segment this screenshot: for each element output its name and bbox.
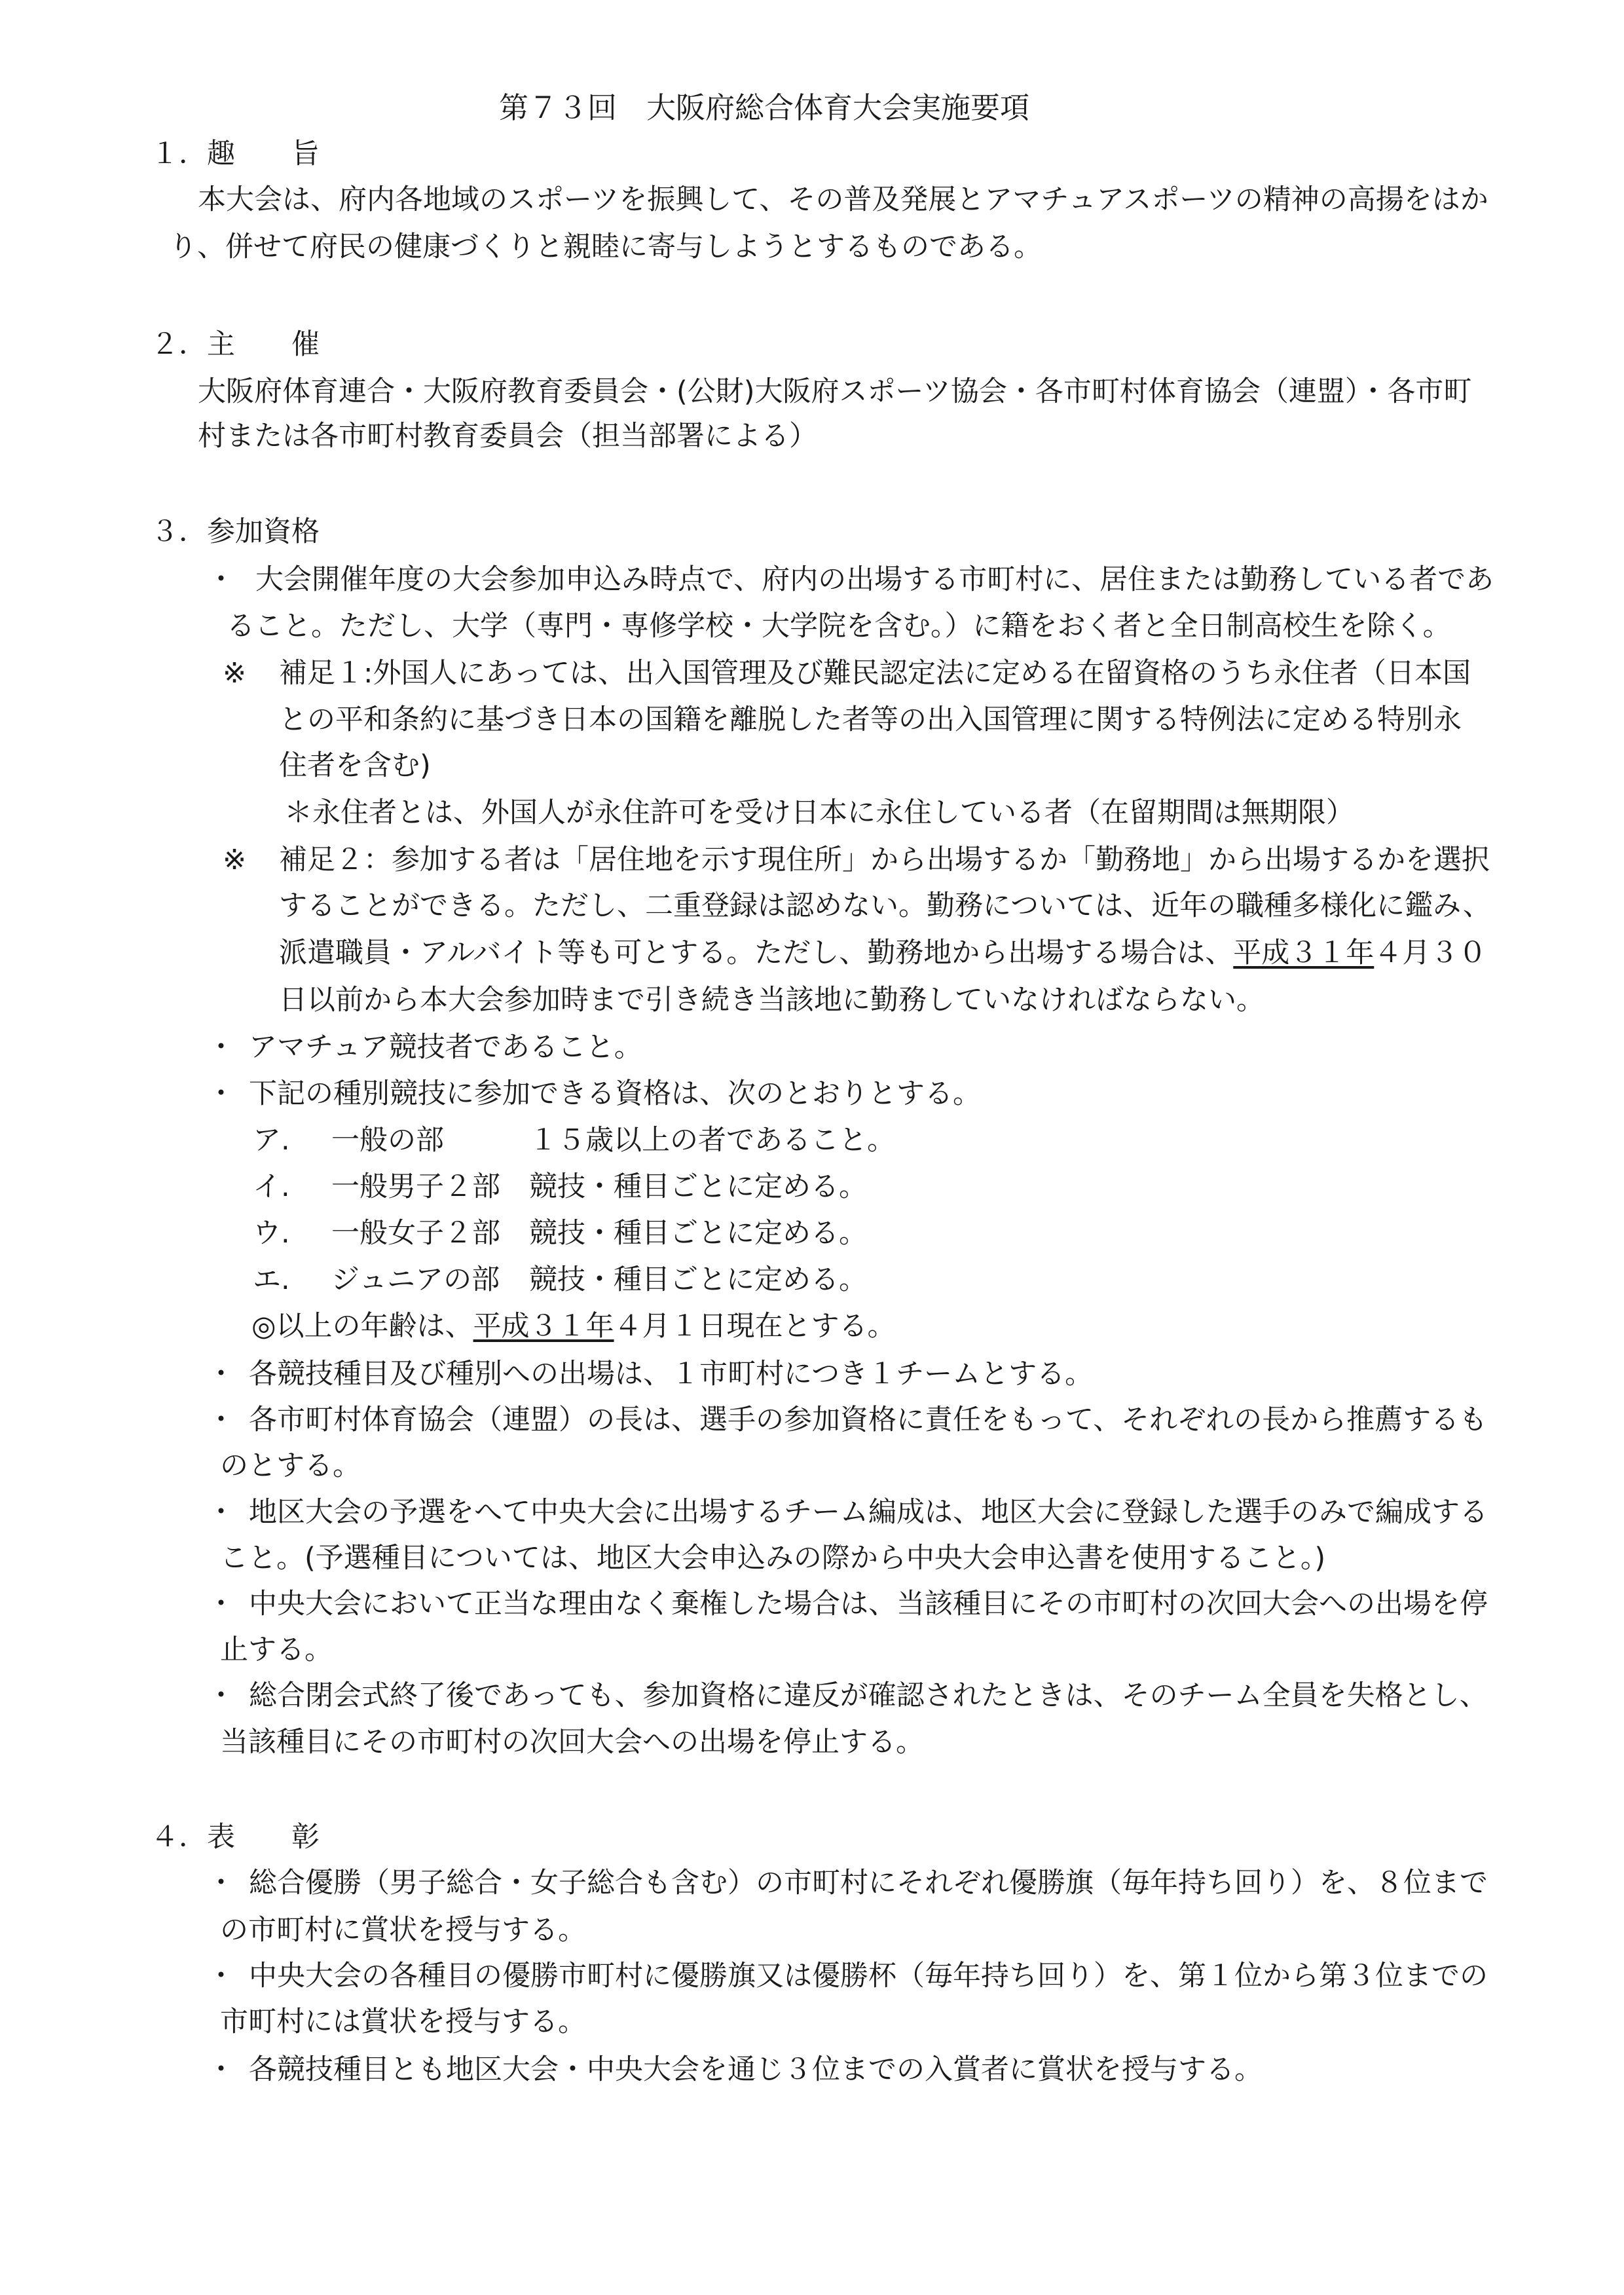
- eligibility-item-5-line-1: 各市町村体育協会（連盟）の長は、選手の参加資格に責任をもって、それぞれの長から推薦するも: [249, 1404, 1488, 1436]
- eligibility-item-8-line-1: 総合閉会式終了後であっても、参加資格に違反が確認されたときは、そのチーム全員を失格とし、: [249, 1679, 1488, 1712]
- award-item-1-line-2: の市町村に賞状を授与する。: [220, 1914, 586, 1947]
- bullet-mark: ・: [207, 2053, 235, 2086]
- bullet-mark: ・: [207, 1679, 235, 1712]
- age-basis-note: [251, 1310, 896, 1343]
- age-basis-date: ４月１日現在とする。: [614, 1310, 896, 1343]
- bullet-mark: ・: [207, 1358, 235, 1390]
- eligibility-item-5-line-2: のとする。: [220, 1449, 361, 1482]
- eligibility-item-1-line-2: ること。ただし、大学（専門・専修学校・大学院を含む。）に籍をおく者と全日制高校生を除く。: [227, 610, 1451, 643]
- division-mark: エ.: [253, 1263, 290, 1296]
- section-2-text-line-2: 村または各市町村教育委員会（担当部署による）: [198, 420, 817, 453]
- note-1-line-4: ＊永住者とは、外国人が永住許可を受け日本に永住している者（在留期間は無期限）: [284, 796, 1354, 829]
- award-item-3: 各競技種目とも地区大会・中央大会を通じ３位までの入賞者に賞状を授与する。: [249, 2053, 1263, 2086]
- eligibility-item-2: アマチュア競技者であること。: [249, 1031, 642, 1064]
- award-item-1-line-1: 総合優勝（男子総合・女子総合も含む）の市町村にそれぞれ優勝旗（毎年持ち回り）を、８位まで: [249, 1867, 1488, 1899]
- division-mark: ウ.: [253, 1217, 290, 1250]
- section-2-heading: ２．主 催: [151, 328, 320, 361]
- note-1-line-1: 補足１:外国人にあっては、出入国管理及び難民認定法に定める在留資格のうち永住者（日本国: [279, 657, 1471, 690]
- division-name: 一般男子２部: [331, 1170, 500, 1203]
- section-1-heading: １．趣 旨: [151, 138, 320, 170]
- document-title: 第７３回 大阪府総合体育大会実施要項: [499, 90, 1030, 125]
- eligibility-item-8-line-2: 当該種目にその市町村の次回大会への出場を停止する。: [220, 1726, 924, 1759]
- eligibility-item-6-line-1: 地区大会の予選をへて中央大会に出場するチーム編成は、地区大会に登録した選手のみで編成する: [249, 1496, 1488, 1529]
- note-2-line-4: 日以前から本大会参加時まで引き続き当該地に勤務していなければならない。: [279, 984, 1264, 1017]
- bullet-mark: ・: [207, 1496, 235, 1529]
- bullet-mark: ・: [207, 1031, 235, 1064]
- division-rule: 競技・種目ごとに定める。: [529, 1263, 867, 1296]
- section-3-heading: ３．参加資格: [151, 515, 320, 548]
- eligibility-item-1-line-1: 大会開催年度の大会参加申込み時点で、府内の出場する市町村に、居住または勤務している者であ: [255, 563, 1494, 596]
- age-basis-text: ◎以上の年齢は、: [251, 1310, 473, 1343]
- age-basis-era: 平成３１年: [473, 1310, 614, 1343]
- note-2-line-1: 補足２：参加する者は「居住地を示す現住所」から出場するか「勤務地」から出場するかを選択: [279, 844, 1490, 876]
- section-1-text-line-2: り、併せて府民の健康づくりと親睦に寄与しようとするものである。: [169, 231, 1042, 263]
- bullet-mark: ・: [207, 1867, 235, 1899]
- note-1-line-3: 住者を含む): [279, 749, 431, 782]
- division-rule: 競技・種目ごとに定める。: [529, 1170, 867, 1203]
- division-mark: イ.: [253, 1170, 290, 1203]
- note-2-line-3: [279, 939, 1486, 967]
- bullet-mark: ・: [207, 563, 235, 596]
- note-2-date-era: 平成３１年: [1233, 937, 1375, 969]
- eligibility-item-6-line-2: こと。(予選種目については、地区大会申込みの際から中央大会申込書を使用すること。): [220, 1542, 1326, 1575]
- eligibility-item-4: 各競技種目及び種別への出場は、１市町村につき１チームとする。: [249, 1358, 1094, 1390]
- division-mark: ア.: [253, 1124, 290, 1157]
- note-1-line-2: との平和条約に基づき日本の国籍を離脱した者等の出入国管理に関する特例法に定める特別永: [279, 703, 1462, 736]
- division-name: ジュニアの部: [331, 1263, 500, 1296]
- section-4-heading: ４．表 彰: [151, 1821, 320, 1854]
- section-1-text-line-1: 本大会は、府内各地域のスポーツを振興して、その普及発展とアマチュアスポーツの精神の高揚をはか: [198, 183, 1488, 216]
- bullet-mark: ・: [207, 1404, 235, 1436]
- bullet-mark: ・: [207, 1588, 235, 1620]
- note-mark: ※: [223, 657, 247, 690]
- note-2-date-rest: ４月３０: [1374, 937, 1487, 969]
- award-item-2-line-1: 中央大会の各種目の優勝市町村に優勝旗又は優勝杯（毎年持ち回り）を、第１位から第３位までの: [249, 1960, 1488, 1992]
- section-2-text-line-1: 大阪府体育連合・大阪府教育委員会・(公財)大阪府スポーツ協会・各市町村体育協会（連盟）・各市町: [198, 375, 1472, 408]
- award-item-2-line-2: 市町村には賞状を授与する。: [220, 2006, 586, 2038]
- division-name: 一般の部: [331, 1124, 444, 1157]
- note-2-line-2: することができる。ただし、二重登録は認めない。勤務については、近年の職種多様化に鑑み、: [279, 889, 1491, 922]
- bullet-mark: ・: [207, 1960, 235, 1992]
- division-name: 一般女子２部: [331, 1217, 500, 1250]
- bullet-mark: ・: [207, 1077, 235, 1110]
- note-mark: ※: [223, 844, 247, 876]
- eligibility-item-7-line-2: 止する。: [220, 1633, 333, 1666]
- division-rule: １５歳以上の者であること。: [529, 1124, 895, 1157]
- eligibility-item-7-line-1: 中央大会において正当な理由なく棄権した場合は、当該種目にその市町村の次回大会への出場を停: [249, 1588, 1488, 1620]
- division-rule: 競技・種目ごとに定める。: [529, 1217, 867, 1250]
- note-2-line-3-text: 派遣職員・アルバイト等も可とする。ただし、勤務地から出場する場合は、: [279, 937, 1234, 969]
- eligibility-item-3: 下記の種別競技に参加できる資格は、次のとおりとする。: [249, 1077, 981, 1110]
